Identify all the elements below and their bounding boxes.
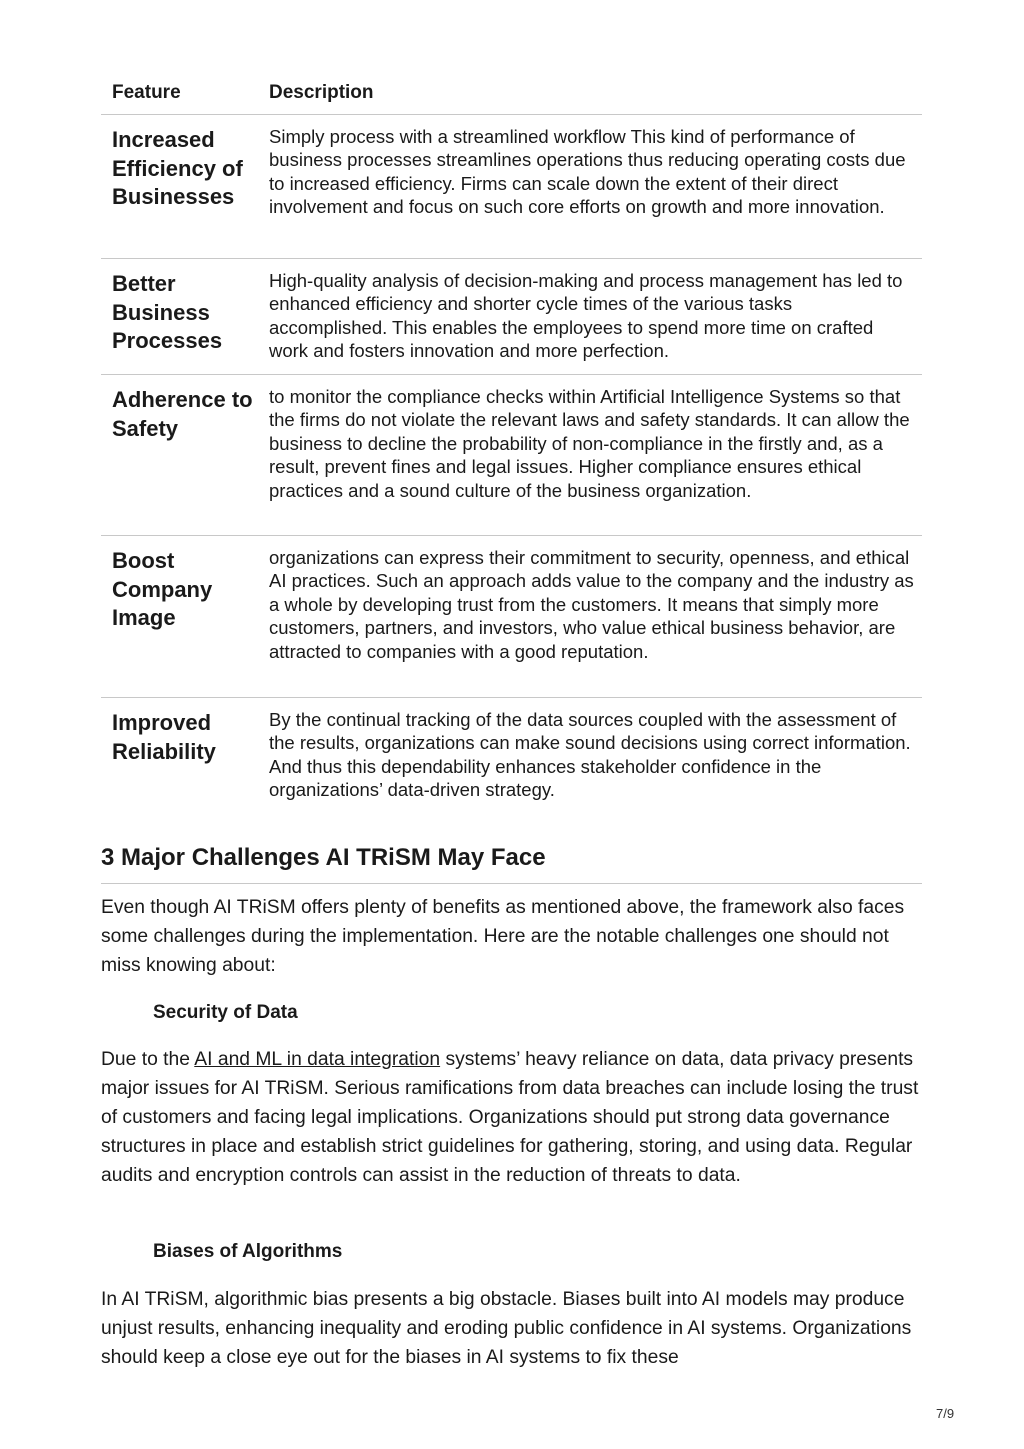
subheading-security-of-data: Security of Data	[153, 1002, 298, 1023]
feature-description: to monitor the compliance checks within Artificial Intelligence Systems so that the firms do not violate the relevant laws and safety standards. It can allow the business to decline the probability of non-compliance in the firstly and, as a result, prevent fines and legal issues. Higher compliance ensures ethical practices and a sound culture of the business organization.	[261, 375, 922, 536]
subheading-biases-of-algorithms: Biases of Algorithms	[153, 1241, 343, 1262]
feature-name: Better Business Processes	[101, 259, 261, 375]
feature-description: High-quality analysis of decision-making and process management has led to enhanced efficiency and shorter cycle times of the various tasks accomplished. This enables the employees to spend more time on crafted work and fosters innovation and more perfection.	[261, 259, 922, 375]
feature-name: Adherence to Safety	[101, 375, 261, 536]
column-header-description: Description	[261, 76, 922, 115]
feature-description: By the continual tracking of the data sources coupled with the assessment of the results, organizations can make sound decisions using correct information. And thus this dependability enhances stakeholder confidence in the organizations’ data-driven strategy.	[269, 709, 911, 801]
feature-description: Simply process with a streamlined workflow This kind of performance of business processes streamlines operations thus reducing operating costs due to increased efficiency. Firms can scale down the extent of their direct involvement and focus on such core efforts on growth and more innovation.	[261, 115, 922, 259]
section-heading: 3 Major Challenges AI TRiSM May Face	[101, 843, 922, 884]
biases-paragraph: In AI TRiSM, algorithmic bias presents a big obstacle. Biases built into AI models may produce unjust results, enhancing inequality and eroding public confidence in AI systems. Organizations should keep a close eye out for the biases in AI systems to fix these	[101, 1289, 912, 1368]
feature-name: Boost Company Image	[101, 536, 261, 698]
column-header-feature: Feature	[101, 76, 261, 115]
features-table	[101, 76, 922, 812]
table-row	[101, 536, 922, 698]
ai-ml-data-integration-link[interactable]: AI and ML in data integration	[194, 1049, 441, 1070]
table-row	[101, 115, 922, 259]
feature-name: Increased Efficiency of Businesses	[101, 115, 261, 259]
table-header-row	[101, 76, 922, 115]
page-number: 7/9	[936, 1406, 955, 1421]
security-text-rest: systems’ heavy reliance on data, data privacy presents major issues for AI TRiSM. Serious ramifications from data breaches can include losing the trust of customers and facing legal implications. Organizations should put strong data governance structures in place and establish strict guidelines for gathering, storing, and using data. Regular audits and encryption controls can assist in the reduction of threats to data.	[101, 1049, 919, 1186]
security-text-start: Due to the	[101, 1049, 195, 1070]
section-intro: Even though AI TRiSM offers plenty of benefits as mentioned above, the framework also faces some challenges during the implementation. Here are the notable challenges one should not miss knowing about:	[101, 897, 905, 976]
table-row	[101, 698, 922, 812]
security-paragraph	[101, 1045, 922, 1190]
table-row	[101, 259, 922, 375]
feature-name: Improved Reliability	[112, 710, 216, 764]
table-row	[101, 375, 922, 536]
feature-description: organizations can express their commitment to security, openness, and ethical AI practices. Such an approach adds value to the company and the industry as a whole by developing trust from the customers. It means that simply more customers, partners, and investors, who value ethical business behavior, are attracted to companies with a good reputation.	[261, 536, 922, 698]
